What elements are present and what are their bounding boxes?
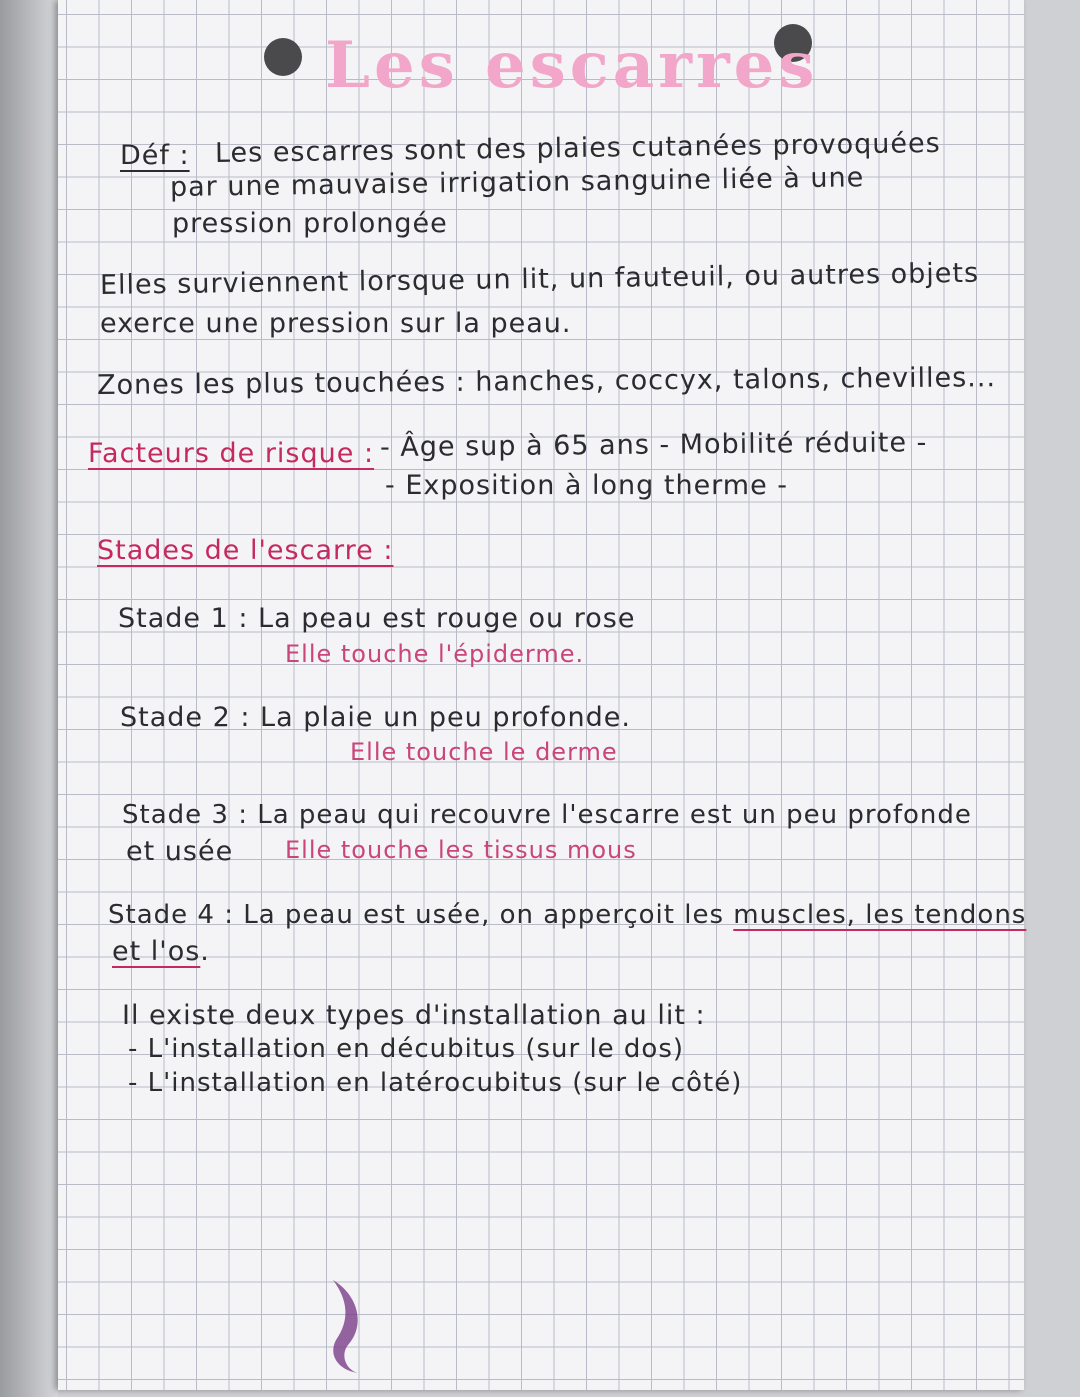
stage-3-text: Stade 3 : La peau qui recouvre l'escarre est un peu profonde	[122, 800, 972, 830]
stage-4-text: Stade 4 : La peau est usée, on apperçoit les	[108, 900, 724, 930]
installation-intro: Il existe deux types d'installation au lit :	[122, 1000, 706, 1031]
affected-zones: Zones les plus touchées : hanches, coccyx, talons, chevilles...	[96, 362, 997, 401]
stage-1-text: Stade 1 : La peau est rouge ou rose	[118, 603, 636, 634]
installation-item-2: - L'installation en latérocubitus (sur le côté)	[128, 1068, 743, 1098]
definition-line-3: pression prolongée	[172, 208, 448, 239]
stage-3-note: Elle touche les tissus mous	[285, 836, 637, 864]
definition-line-2: par une mauvaise irrigation sanguine liée à une	[169, 162, 865, 203]
stage-4-line-2	[112, 936, 210, 967]
stage-4-end: .	[200, 936, 210, 967]
risk-factors-line-1: - Âge sup à 65 ans - Mobilité réduite -	[379, 427, 928, 463]
definition-label: Déf :	[120, 140, 190, 171]
stages-heading: Stades de l'escarre :	[97, 535, 394, 566]
stage-3-text-2: et usée	[126, 836, 234, 867]
punch-hole-left	[264, 38, 302, 76]
occurrence-line-1: Elles surviennent lorsque un lit, un fauteuil, ou autres objets	[99, 257, 980, 301]
page-edge-shadow	[0, 0, 58, 1397]
stage-4-line-1	[108, 900, 1026, 930]
ink-smudge	[328, 1275, 368, 1375]
page-title: Les escarres	[325, 28, 819, 103]
stage-4-underlined: muscles, les tendons	[733, 900, 1027, 930]
stage-2-text: Stade 2 : La plaie un peu profonde.	[120, 702, 631, 733]
risk-factors-label: Facteurs de risque :	[88, 438, 375, 469]
occurrence-line-2: exerce une pression sur la peau.	[100, 308, 572, 339]
stage-2-note: Elle touche le derme	[350, 738, 618, 766]
definition-line-1: Les escarres sont des plaies cutanées provoquées	[214, 127, 941, 169]
stage-4-text-2: et l'os	[112, 936, 201, 967]
installation-item-1: - L'installation en décubitus (sur le dos)	[128, 1034, 685, 1064]
stage-1-note: Elle touche l'épiderme.	[285, 640, 585, 668]
risk-factors-line-2: - Exposition à long therme -	[385, 470, 789, 501]
